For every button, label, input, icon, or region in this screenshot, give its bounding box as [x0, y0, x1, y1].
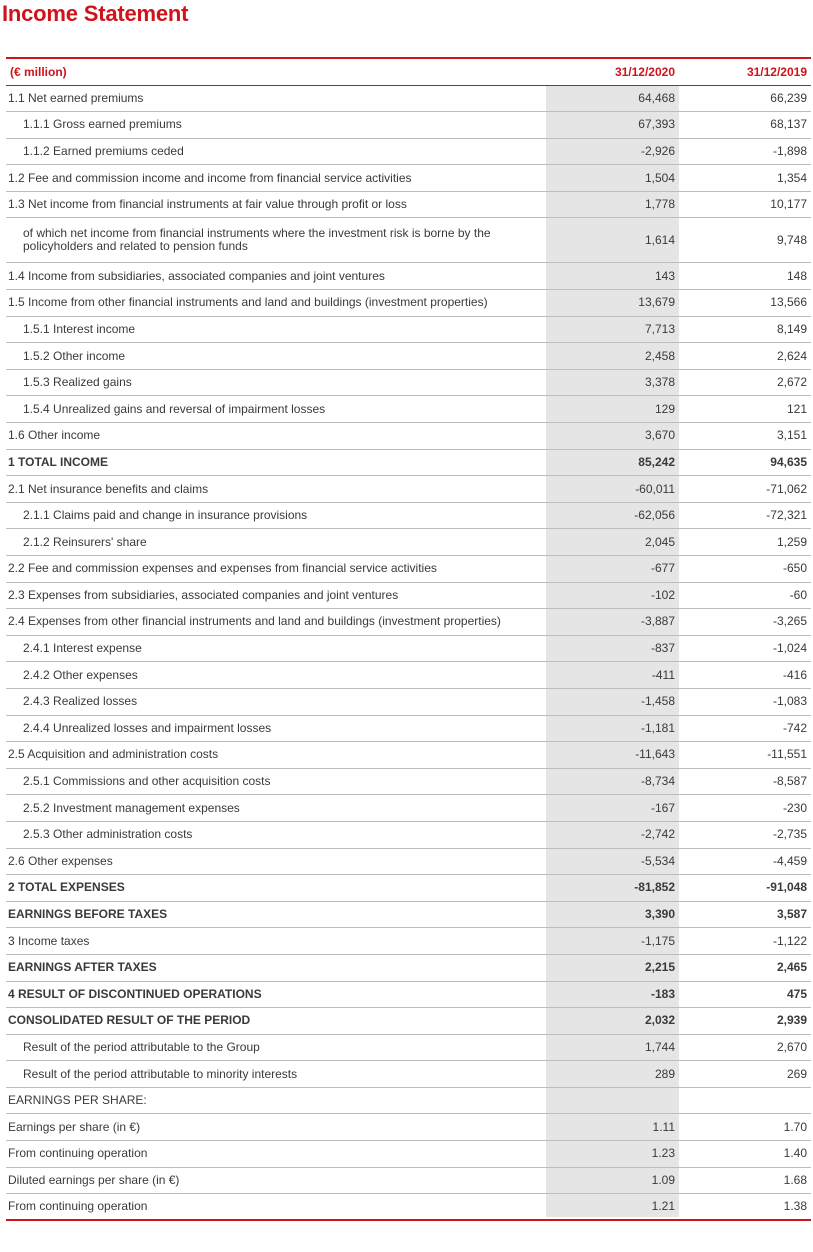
value-2020: 1.09	[546, 1167, 679, 1194]
table-row	[6, 821, 811, 848]
table-row	[6, 1194, 811, 1221]
value-2020: -8,734	[546, 768, 679, 795]
table-row	[6, 343, 811, 370]
value-2019: 121	[679, 396, 811, 423]
value-2019: 3,587	[679, 901, 811, 928]
value-2019: -416	[679, 662, 811, 689]
row-label: 2.1 Net insurance benefits and claims	[6, 476, 546, 503]
table-row	[6, 191, 811, 218]
value-2020: -102	[546, 582, 679, 609]
value-2019: -71,062	[679, 476, 811, 503]
income-statement-table	[6, 57, 811, 1221]
table-row	[6, 901, 811, 928]
row-label: 1.1.2 Earned premiums ceded	[6, 138, 546, 165]
value-2020: -5,534	[546, 848, 679, 875]
value-2020: -167	[546, 795, 679, 822]
value-2020: -1,458	[546, 688, 679, 715]
table-row	[6, 1114, 811, 1141]
table-row	[6, 502, 811, 529]
row-label: From continuing operation	[6, 1141, 546, 1168]
table-row	[6, 715, 811, 742]
table-row	[6, 981, 811, 1008]
table-row	[6, 1087, 811, 1114]
table-row	[6, 768, 811, 795]
table-row	[6, 742, 811, 769]
value-2020	[546, 1087, 679, 1114]
table-row	[6, 635, 811, 662]
row-label: Earnings per share (in €)	[6, 1114, 546, 1141]
row-label: 2.1.1 Claims paid and change in insurance provisions	[6, 502, 546, 529]
value-2020: 129	[546, 396, 679, 423]
row-label: 1.5.1 Interest income	[6, 316, 546, 343]
value-2020: 3,390	[546, 901, 679, 928]
row-label: 2.4.1 Interest expense	[6, 635, 546, 662]
row-label: 2.3 Expenses from subsidiaries, associated companies and joint ventures	[6, 582, 546, 609]
row-label: 2.4.3 Realized losses	[6, 688, 546, 715]
value-2020: 1.23	[546, 1141, 679, 1168]
table-row	[6, 1034, 811, 1061]
row-label: 1.3 Net income from financial instruments at fair value through profit or loss	[6, 191, 546, 218]
row-label: 2.5.2 Investment management expenses	[6, 795, 546, 822]
value-2019: -4,459	[679, 848, 811, 875]
row-label: EARNINGS AFTER TAXES	[6, 954, 546, 981]
value-2020: 3,670	[546, 423, 679, 450]
table-row	[6, 954, 811, 981]
value-2019: 1.70	[679, 1114, 811, 1141]
value-2020: -3,887	[546, 609, 679, 636]
table-row	[6, 290, 811, 317]
table-row	[6, 875, 811, 902]
row-label: 2.4.4 Unrealized losses and impairment losses	[6, 715, 546, 742]
row-label: Result of the period attributable to the Group	[6, 1034, 546, 1061]
table-row	[6, 263, 811, 290]
value-2020: -1,175	[546, 928, 679, 955]
value-2019: 1,354	[679, 165, 811, 192]
table-row	[6, 449, 811, 476]
row-label: 2.5.1 Commissions and other acquisition costs	[6, 768, 546, 795]
value-2019: 2,624	[679, 343, 811, 370]
table-row	[6, 1008, 811, 1035]
value-2019: 1.68	[679, 1167, 811, 1194]
value-2019: 1,259	[679, 529, 811, 556]
value-2020: -62,056	[546, 502, 679, 529]
value-2019: 2,939	[679, 1008, 811, 1035]
table-row	[6, 112, 811, 139]
row-label: 1.5.2 Other income	[6, 343, 546, 370]
table-row	[6, 1167, 811, 1194]
table-row	[6, 848, 811, 875]
value-2019: -72,321	[679, 502, 811, 529]
value-2019: 3,151	[679, 423, 811, 450]
table-row	[6, 556, 811, 583]
row-label: From continuing operation	[6, 1194, 546, 1221]
row-label: 2.2 Fee and commission expenses and expenses from financial service activities	[6, 556, 546, 583]
table-row	[6, 609, 811, 636]
row-label: 2.4.2 Other expenses	[6, 662, 546, 689]
row-label: of which net income from financial instruments where the investment risk is borne by the policyholders and related to pension funds	[6, 218, 546, 263]
row-label: 1.6 Other income	[6, 423, 546, 450]
value-2020: -677	[546, 556, 679, 583]
row-label: 1.5.4 Unrealized gains and reversal of impairment losses	[6, 396, 546, 423]
row-label: 1.1 Net earned premiums	[6, 85, 546, 112]
row-label: 1 TOTAL INCOME	[6, 449, 546, 476]
value-2019: 148	[679, 263, 811, 290]
value-2019: 2,465	[679, 954, 811, 981]
value-2019: 68,137	[679, 112, 811, 139]
row-label: Result of the period attributable to minority interests	[6, 1061, 546, 1088]
row-label: 1.2 Fee and commission income and income from financial service activities	[6, 165, 546, 192]
value-2019: 10,177	[679, 191, 811, 218]
column-header-2020: 31/12/2020	[546, 58, 679, 85]
row-label: 1.1.1 Gross earned premiums	[6, 112, 546, 139]
value-2019: -3,265	[679, 609, 811, 636]
value-2019: 94,635	[679, 449, 811, 476]
value-2020: -837	[546, 635, 679, 662]
table-row	[6, 795, 811, 822]
page-title: Income Statement	[2, 1, 189, 26]
value-2020: 289	[546, 1061, 679, 1088]
value-2020: 1.11	[546, 1114, 679, 1141]
value-2020: 85,242	[546, 449, 679, 476]
value-2019: -91,048	[679, 875, 811, 902]
value-2019: 9,748	[679, 218, 811, 263]
value-2020: -60,011	[546, 476, 679, 503]
row-label: CONSOLIDATED RESULT OF THE PERIOD	[6, 1008, 546, 1035]
value-2019: 1.38	[679, 1194, 811, 1221]
value-2020: 1,778	[546, 191, 679, 218]
table-row	[6, 85, 811, 112]
value-2019: 269	[679, 1061, 811, 1088]
value-2019: 1.40	[679, 1141, 811, 1168]
value-2020: 7,713	[546, 316, 679, 343]
value-2019: 2,670	[679, 1034, 811, 1061]
value-2020: 3,378	[546, 369, 679, 396]
income-statement-table-container	[6, 57, 811, 1221]
value-2019: -1,898	[679, 138, 811, 165]
row-label: Diluted earnings per share (in €)	[6, 1167, 546, 1194]
unit-header: (€ million)	[6, 58, 546, 85]
row-label: 2.1.2 Reinsurers' share	[6, 529, 546, 556]
value-2020: 1,504	[546, 165, 679, 192]
value-2020: -2,742	[546, 821, 679, 848]
value-2020: -183	[546, 981, 679, 1008]
value-2019: 66,239	[679, 85, 811, 112]
table-row	[6, 662, 811, 689]
value-2019: -11,551	[679, 742, 811, 769]
value-2020: 2,045	[546, 529, 679, 556]
row-label: EARNINGS PER SHARE:	[6, 1087, 546, 1114]
value-2020: 64,468	[546, 85, 679, 112]
value-2020: -2,926	[546, 138, 679, 165]
value-2019: -742	[679, 715, 811, 742]
value-2020: -1,181	[546, 715, 679, 742]
row-label: 1.4 Income from subsidiaries, associated companies and joint ventures	[6, 263, 546, 290]
value-2020: -411	[546, 662, 679, 689]
value-2019: -1,122	[679, 928, 811, 955]
value-2020: 13,679	[546, 290, 679, 317]
table-row	[6, 316, 811, 343]
row-label: 2 TOTAL EXPENSES	[6, 875, 546, 902]
value-2019: 2,672	[679, 369, 811, 396]
value-2020: -81,852	[546, 875, 679, 902]
value-2019: 475	[679, 981, 811, 1008]
value-2020: 1,744	[546, 1034, 679, 1061]
table-row	[6, 476, 811, 503]
table-row	[6, 1141, 811, 1168]
row-label: 1.5 Income from other financial instruments and land and buildings (investment properties)	[6, 290, 546, 317]
value-2020: 1,614	[546, 218, 679, 263]
value-2019: -2,735	[679, 821, 811, 848]
value-2020: 2,458	[546, 343, 679, 370]
column-header-2019: 31/12/2019	[679, 58, 811, 85]
row-label: 4 RESULT OF DISCONTINUED OPERATIONS	[6, 981, 546, 1008]
row-label: 2.6 Other expenses	[6, 848, 546, 875]
value-2020: -11,643	[546, 742, 679, 769]
value-2019: -60	[679, 582, 811, 609]
value-2019: 13,566	[679, 290, 811, 317]
value-2019: -1,083	[679, 688, 811, 715]
table-row	[6, 218, 811, 263]
table-row	[6, 165, 811, 192]
value-2019: -230	[679, 795, 811, 822]
table-row	[6, 423, 811, 450]
table-row	[6, 529, 811, 556]
row-label: EARNINGS BEFORE TAXES	[6, 901, 546, 928]
row-label: 3 Income taxes	[6, 928, 546, 955]
table-row	[6, 928, 811, 955]
row-label: 2.5 Acquisition and administration costs	[6, 742, 546, 769]
table-row	[6, 396, 811, 423]
value-2020: 2,215	[546, 954, 679, 981]
table-body	[6, 85, 811, 1220]
table-row	[6, 138, 811, 165]
table-row	[6, 1061, 811, 1088]
value-2020: 67,393	[546, 112, 679, 139]
row-label: 2.5.3 Other administration costs	[6, 821, 546, 848]
value-2019: -650	[679, 556, 811, 583]
value-2020: 143	[546, 263, 679, 290]
value-2019: 8,149	[679, 316, 811, 343]
value-2019: -8,587	[679, 768, 811, 795]
row-label: 2.4 Expenses from other financial instruments and land and buildings (investment properties)	[6, 609, 546, 636]
table-header-row	[6, 58, 811, 85]
value-2019	[679, 1087, 811, 1114]
table-row	[6, 688, 811, 715]
row-label: 1.5.3 Realized gains	[6, 369, 546, 396]
value-2020: 2,032	[546, 1008, 679, 1035]
table-row	[6, 369, 811, 396]
table-row	[6, 582, 811, 609]
value-2019: -1,024	[679, 635, 811, 662]
value-2020: 1.21	[546, 1194, 679, 1221]
